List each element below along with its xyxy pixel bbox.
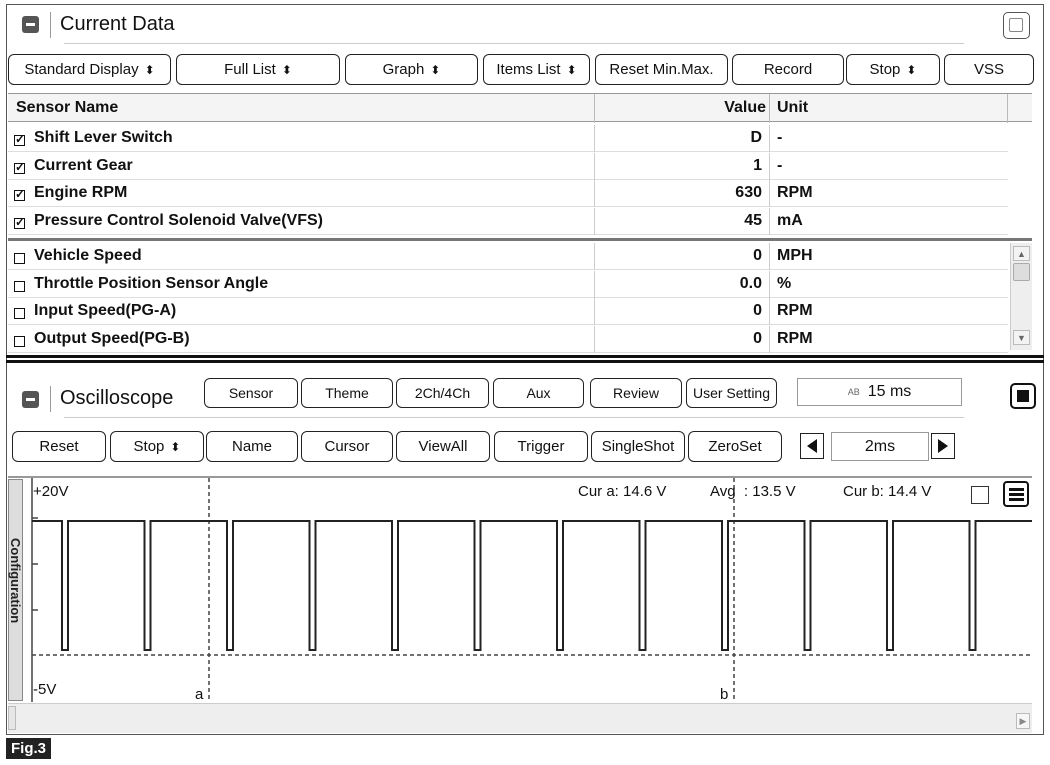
sensor-value: 0.0 [739, 274, 762, 292]
button-label: SingleShot [601, 438, 675, 455]
table-row[interactable] [8, 153, 1008, 180]
header-value[interactable]: Value [724, 99, 766, 116]
scroll-left-handle[interactable] [8, 706, 16, 730]
sensor-list-scrollbar[interactable] [1010, 243, 1032, 350]
sensor-checkbox[interactable] [14, 218, 25, 229]
sensor-checkbox[interactable] [14, 281, 25, 292]
sensor-checkbox[interactable] [14, 336, 25, 347]
configuration-tab[interactable] [8, 479, 23, 701]
sensor-value: 0 [753, 302, 762, 319]
time-division-field[interactable]: 2ms [831, 432, 929, 461]
vss-button[interactable] [944, 54, 1034, 85]
time-decrease-button[interactable] [800, 433, 824, 459]
col-divider [769, 153, 770, 180]
reset-min-max-button[interactable] [595, 54, 728, 85]
col-divider [769, 298, 770, 325]
menu-lines-icon [1009, 487, 1024, 502]
sensor-unit: % [777, 274, 792, 292]
cursor-a-readout: Cur a: 14.6 V [578, 483, 667, 500]
triangle-right-icon [937, 439, 949, 453]
col-divider [769, 94, 770, 123]
scroll-thumb[interactable] [1013, 263, 1030, 281]
y-max-label: +20V [33, 483, 69, 500]
y-min-label: -5V [33, 681, 57, 698]
refresh-icon: AB [847, 387, 860, 397]
scope-menu-button[interactable] [1003, 481, 1029, 507]
table-row[interactable] [8, 298, 1008, 325]
name-button[interactable] [206, 431, 298, 462]
sensor-value: 1 [753, 156, 762, 174]
cursor-b-readout: Cur b: 14.4 V [843, 483, 932, 500]
items-list-button[interactable] [483, 54, 590, 85]
header-sensor-name[interactable]: Sensor Name [16, 99, 119, 116]
sensor-name: Shift Lever Switch [34, 129, 173, 146]
sensor-name: Vehicle Speed [34, 247, 142, 264]
sensor-name: Throttle Position Sensor Angle [34, 274, 269, 292]
sensor-unit: RPM [777, 329, 813, 347]
channel-checkbox[interactable] [971, 486, 989, 504]
cursor-b-label: b [720, 686, 729, 703]
sensor-name: Engine RPM [34, 184, 128, 201]
time-increase-button[interactable] [931, 433, 955, 459]
refresh-rate-field[interactable] [797, 378, 962, 406]
triangle-left-icon [806, 439, 818, 453]
theme-button[interactable] [301, 378, 393, 408]
table-row[interactable] [8, 125, 1008, 152]
table-row[interactable] [8, 271, 1008, 298]
scroll-right-icon[interactable]: ▶ [1016, 713, 1030, 729]
sensor-unit: MPH [777, 247, 813, 264]
col-divider [769, 243, 770, 270]
sensor-checkbox[interactable] [14, 163, 25, 174]
waveform-trace [32, 521, 1032, 650]
sensor-value: 0 [753, 329, 762, 347]
title-underline [64, 43, 964, 44]
button-label: Sensor [228, 385, 274, 401]
record-button[interactable] [732, 54, 844, 85]
scroll-down-icon[interactable]: ▼ [1013, 330, 1030, 345]
updown-arrow-icon: ⬍ [566, 62, 577, 77]
sensor-unit: mA [777, 211, 803, 229]
button-label: Standard Display [24, 61, 139, 78]
button-label: ViewAll [418, 438, 468, 455]
refresh-rate-value: 15 ms [867, 383, 912, 400]
collapse-current-data-icon[interactable] [22, 16, 39, 33]
panel-splitter-line [6, 360, 1044, 363]
singleshot-button[interactable] [591, 431, 685, 462]
cursor-button[interactable] [301, 431, 393, 462]
zeroset-button[interactable] [688, 431, 782, 462]
full-list-button[interactable] [176, 54, 340, 85]
button-label: ZeroSet [708, 438, 762, 455]
sensor-name: Output Speed(PG-B) [34, 329, 190, 347]
list-divider [8, 238, 1032, 241]
collapse-oscilloscope-icon[interactable] [22, 391, 39, 408]
oscilloscope-plot[interactable] [24, 478, 1032, 702]
table-row[interactable] [8, 208, 1008, 235]
col-divider [769, 208, 770, 235]
button-label: Stop [133, 438, 165, 455]
sensor-checkbox[interactable] [14, 308, 25, 319]
button-label: Stop [869, 61, 901, 78]
trigger-button[interactable] [494, 431, 588, 462]
title-underline [64, 417, 964, 418]
button-label: Graph [382, 61, 425, 78]
stop-button[interactable] [846, 54, 940, 85]
col-divider [1007, 94, 1008, 123]
button-label: VSS [973, 61, 1004, 78]
sensor-name: Pressure Control Solenoid Valve(VFS) [34, 211, 323, 229]
button-label: Trigger [517, 438, 565, 455]
sensor-value: 630 [735, 184, 762, 201]
table-header [8, 93, 1032, 122]
oscilloscope-title: Oscilloscope [60, 387, 174, 409]
table-row[interactable] [8, 180, 1008, 207]
col-divider [769, 180, 770, 207]
button-label: Reset [39, 438, 79, 455]
button-label: Cursor [324, 438, 370, 455]
table-row[interactable] [8, 243, 1008, 270]
panel-splitter[interactable] [6, 355, 1044, 358]
button-label: Review [613, 385, 659, 401]
button-label: Full List [224, 61, 276, 78]
header-unit[interactable]: Unit [777, 99, 809, 116]
updown-arrow-icon: ⬍ [430, 62, 441, 77]
average-readout: Avg : 13.5 V [710, 483, 796, 500]
figure-label: Fig.3 [6, 738, 51, 759]
sensor-checkbox[interactable] [14, 135, 25, 146]
button-label: Name [231, 438, 272, 455]
updown-arrow-icon: ⬍ [170, 439, 181, 454]
updown-arrow-icon: ⬍ [281, 62, 292, 77]
2ch-4ch-button[interactable] [396, 378, 489, 408]
scroll-up-icon[interactable]: ▲ [1013, 246, 1030, 261]
graph-button[interactable] [345, 54, 478, 85]
title-separator [50, 12, 51, 38]
user-setting-button[interactable] [686, 378, 777, 408]
sensor-unit: - [777, 156, 783, 174]
sensor-value: 45 [744, 211, 762, 229]
cursor-a-label: a [195, 686, 204, 703]
button-label: Aux [526, 385, 551, 401]
sensor-value: D [750, 129, 762, 146]
button-label: User Setting [692, 385, 771, 401]
updown-arrow-icon: ⬍ [906, 62, 917, 77]
button-label: 2Ch/4Ch [414, 385, 471, 401]
col-divider [769, 271, 770, 298]
col-divider [769, 326, 770, 353]
button-label: Items List [496, 61, 561, 78]
button-label: Theme [325, 385, 369, 401]
stop-button[interactable] [110, 431, 204, 462]
table-row[interactable] [8, 326, 1008, 353]
reset-button[interactable] [12, 431, 106, 462]
sensor-unit: RPM [777, 302, 813, 319]
standard-display-button[interactable] [8, 54, 171, 85]
sensor-checkbox[interactable] [14, 253, 25, 264]
aux-button[interactable] [493, 378, 584, 408]
maximize-icon [1009, 18, 1023, 32]
viewall-button[interactable] [396, 431, 490, 462]
sensor-value: 0 [753, 247, 762, 264]
updown-arrow-icon: ⬍ [144, 62, 155, 77]
time-scrollbar[interactable] [8, 703, 1032, 733]
sensor-unit: - [777, 129, 783, 146]
sensor-name: Input Speed(PG-A) [34, 302, 177, 319]
button-label: Reset Min.Max. [609, 61, 714, 78]
review-button[interactable] [590, 378, 682, 408]
stop-record-button[interactable] [1010, 383, 1036, 409]
configuration-tab-label: Configuration [8, 538, 23, 624]
sensor-checkbox[interactable] [14, 190, 25, 201]
sensor-name: Current Gear [34, 156, 133, 174]
sensor-unit: RPM [777, 184, 813, 201]
stop-square-icon [1017, 390, 1029, 402]
button-label: Record [763, 61, 813, 78]
title-separator [50, 386, 51, 412]
sensor-button[interactable] [204, 378, 298, 408]
current-data-title: Current Data [60, 13, 175, 35]
maximize-button[interactable] [1003, 12, 1030, 39]
col-divider [769, 125, 770, 152]
